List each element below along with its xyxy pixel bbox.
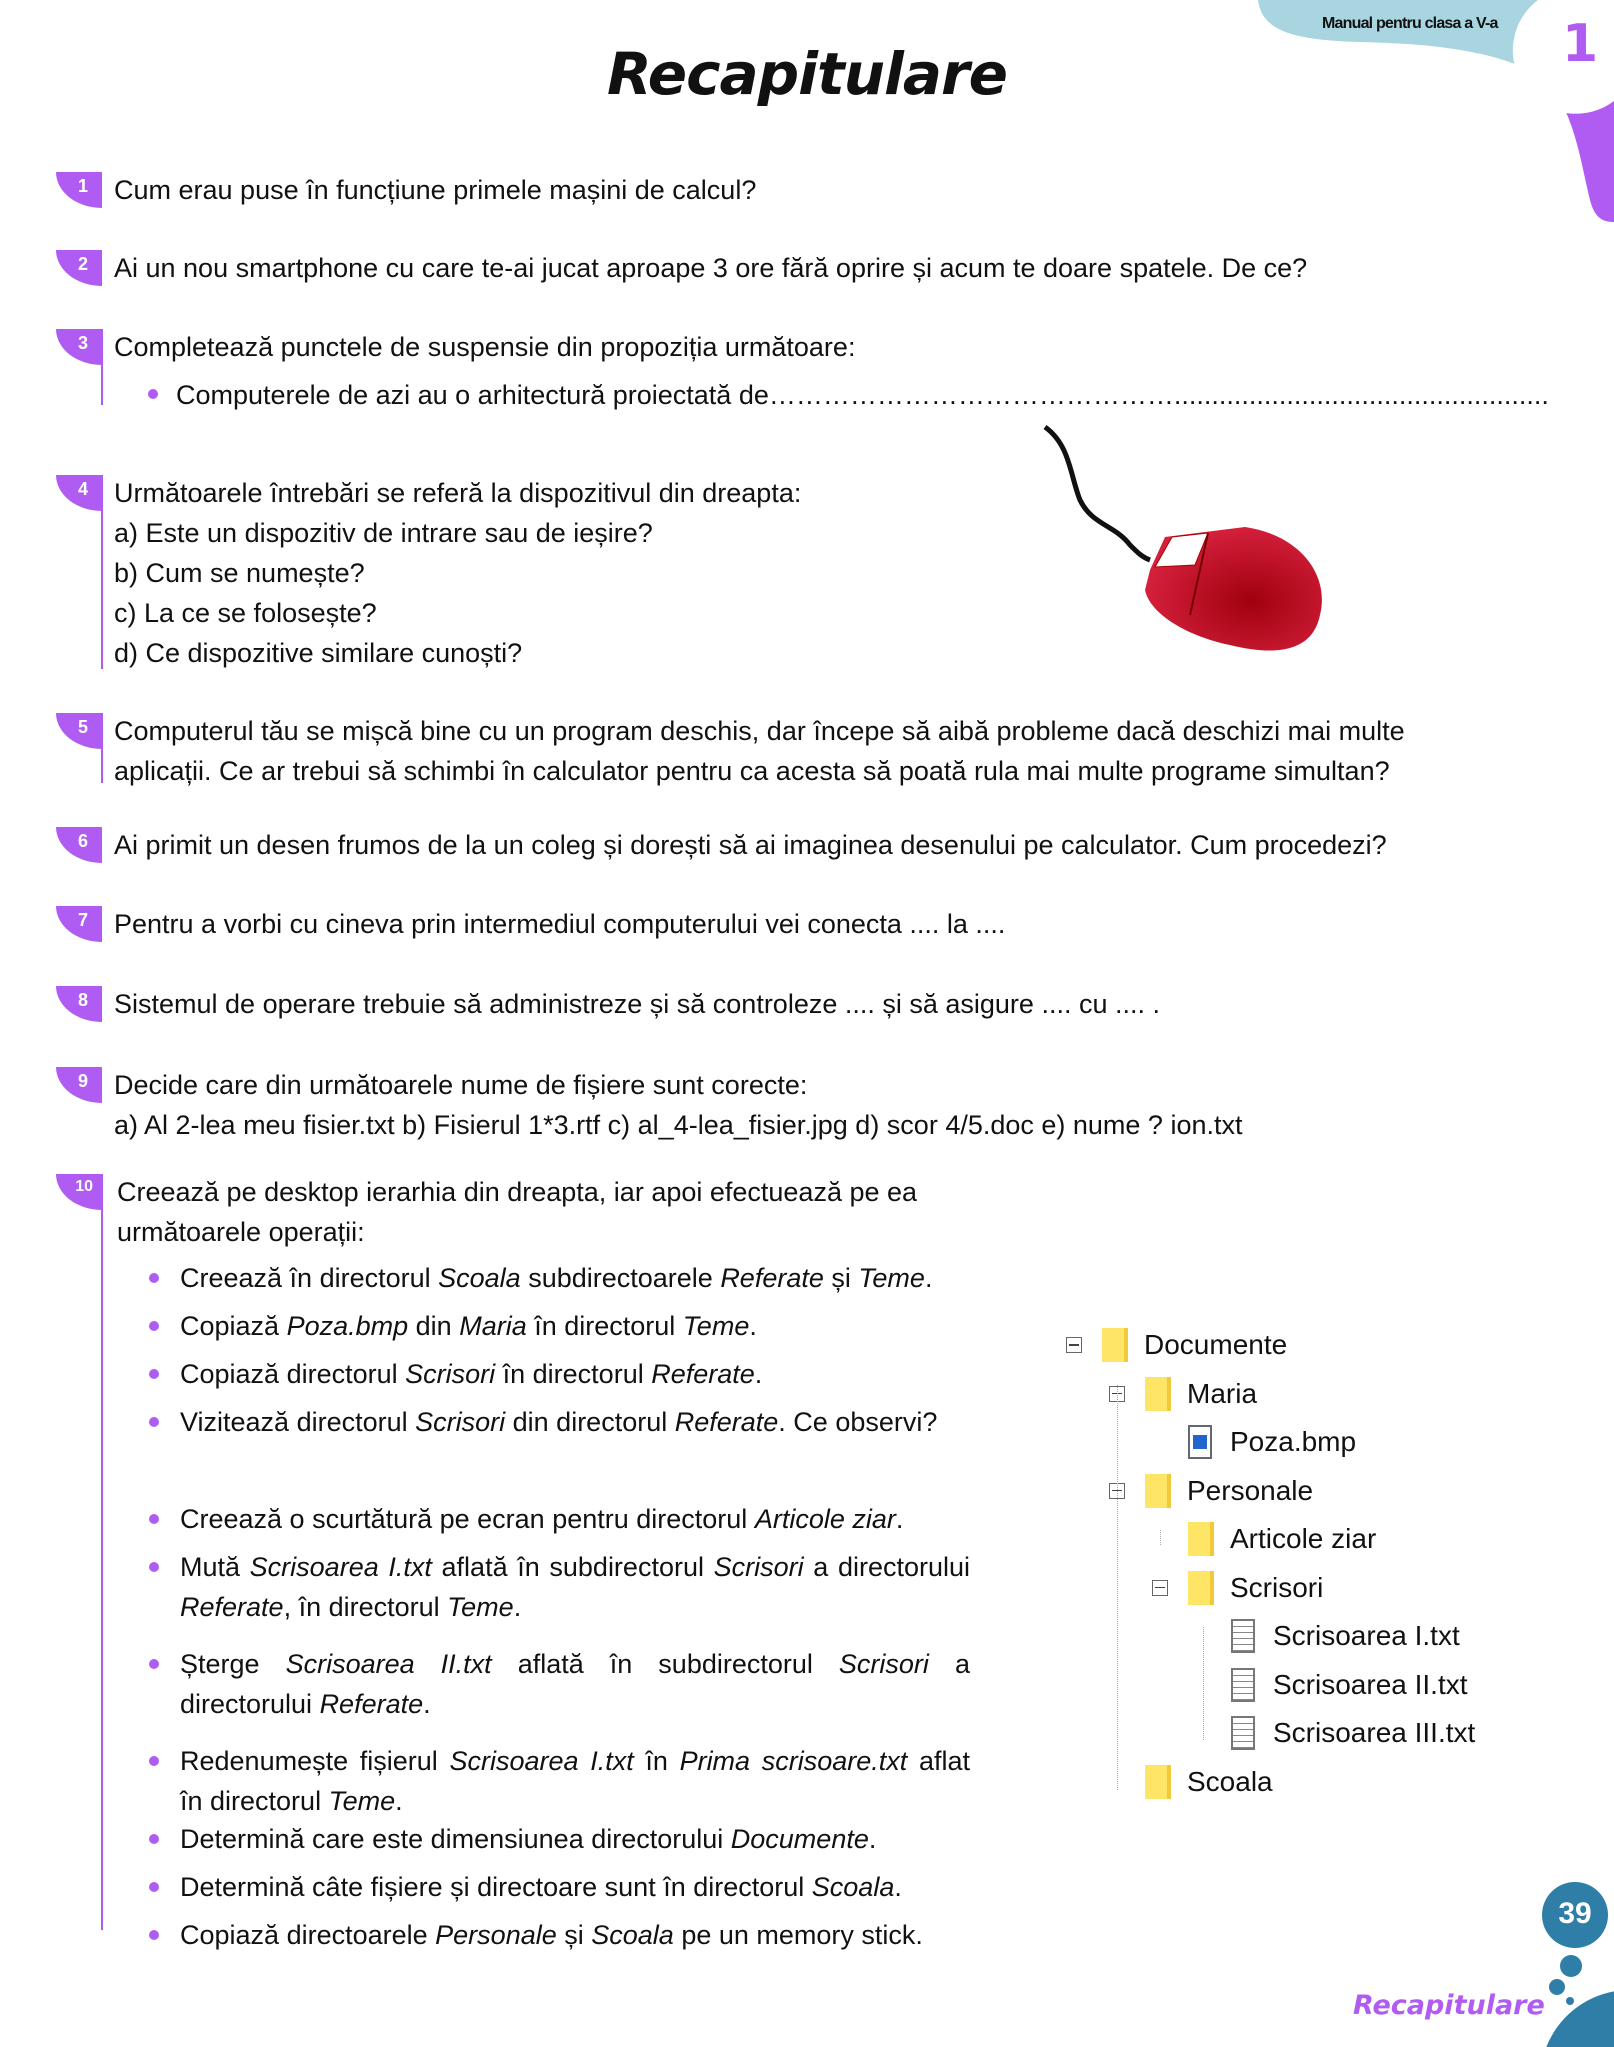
emphasized-name: Maria [459, 1311, 527, 1341]
bullet-icon [149, 1514, 159, 1524]
bullet-icon [149, 1417, 159, 1427]
question-number-badge: 7 [56, 906, 102, 942]
question-text: Creează pe desktop ierarhia din dreapta, iar apoi efectuează pe ea [117, 1177, 918, 1207]
question-bullet-text: Computerele de azi au o arhitectură proiectată de……………………………………….................................................. [176, 380, 1549, 410]
emphasized-name: Scrisoarea I.txt [449, 1746, 634, 1776]
question-text: b) Cum se numește? [114, 558, 365, 588]
question-text: Pentru a vorbi cu cineva prin intermediul computerului vei conecta .... la .... [114, 909, 1006, 939]
folder-icon [1145, 1474, 1171, 1508]
bullet-text: din directorul [505, 1407, 675, 1437]
bullet-text: . [924, 1263, 933, 1293]
emphasized-name: Scrisori [838, 1649, 929, 1679]
footer-section-title: Recapitulare [1353, 1990, 1545, 2021]
bullet-text: Redenumește fișierul [180, 1746, 450, 1776]
emphasized-name: Poza.bmp [286, 1311, 409, 1341]
emphasized-name: Scrisoarea II.txt [285, 1649, 492, 1679]
bullet-icon [149, 1562, 159, 1572]
bullet-text: din [408, 1311, 460, 1341]
question-stem-line [101, 329, 103, 405]
q10-bullet-item [180, 1741, 970, 1821]
tree-item-label: Documente [1144, 1329, 1288, 1360]
folder-icon [1102, 1328, 1128, 1362]
question-number-badge: 4 [56, 475, 102, 511]
emphasized-name: Scoala [438, 1263, 521, 1293]
tree-item-poza-bmp[interactable] [1152, 1422, 1356, 1462]
bullet-text: în directorul [526, 1311, 683, 1341]
bullet-text: Copiază [180, 1311, 287, 1341]
bullet-text: Determină câte fișiere și directoare sunt în directorul [180, 1872, 812, 1902]
q10-bullet-item [180, 1306, 970, 1346]
question-stem-line [101, 713, 103, 783]
q10-bullet-item [180, 1867, 970, 1907]
question-text: Completează punctele de suspensie din propoziția următoare: [114, 332, 856, 362]
question-number-badge: 5 [56, 713, 102, 749]
emphasized-name: Scoala [811, 1872, 895, 1902]
question-text: c) La ce se folosește? [114, 598, 377, 628]
bullet-text: Creează o scurtătură pe ecran pentru directorul [180, 1504, 755, 1534]
folder-icon [1145, 1765, 1171, 1799]
bullet-icon [149, 1369, 159, 1379]
emphasized-name: Referate [319, 1689, 424, 1719]
text-file-icon [1231, 1619, 1255, 1653]
emphasized-name: Personale [435, 1920, 557, 1950]
bullet-text: și [556, 1920, 592, 1950]
question-number-badge: 3 [56, 329, 102, 365]
tree-item-scoala[interactable] [1109, 1762, 1273, 1802]
question-text: d) Ce dispozitive similare cunoști? [114, 638, 523, 668]
question-text: aplicații. Ce ar trebui să schimbi în calculator pentru ca acesta să poată rula mai multe programe simultan? [114, 756, 1390, 786]
bullet-text: și [823, 1263, 859, 1293]
tree-item-label: Scrisoarea II.txt [1273, 1668, 1468, 1700]
emphasized-name: Scoala [591, 1920, 674, 1950]
tree-item-documente[interactable] [1066, 1325, 1287, 1365]
bullet-text: . [423, 1689, 431, 1719]
emphasized-name: Teme [858, 1263, 925, 1293]
bullet-text: aflată în subdirectorul [431, 1552, 714, 1582]
bullet-icon [149, 1930, 159, 1940]
tree-item-scrisori[interactable] [1152, 1568, 1323, 1608]
tree-guide-line [1160, 1530, 1161, 1545]
page-title: Recapitulare [606, 40, 1007, 108]
emphasized-name: Articole ziar [754, 1504, 896, 1534]
bullet-text: . [395, 1786, 403, 1816]
tree-item-label: Maria [1187, 1377, 1258, 1409]
bullet-text: a directorului [803, 1552, 971, 1582]
tree-guide-line [1117, 1385, 1118, 1790]
emphasized-name: Prima scrisoare.txt [679, 1746, 908, 1776]
question-number-badge: 2 [56, 250, 102, 286]
bullet-text: Șterge [180, 1649, 286, 1679]
q10-bullet-item [180, 1402, 970, 1442]
q10-bullet-item [180, 1258, 970, 1298]
q10-bullet-item [180, 1354, 970, 1394]
question-stem-line [101, 475, 103, 669]
bullet-icon [149, 1659, 159, 1669]
bullet-text: . [513, 1592, 522, 1622]
tree-item-scrisoarea-ii-txt[interactable] [1195, 1665, 1468, 1705]
bullet-text: aflată în subdirectorul [491, 1649, 839, 1679]
bullet-text: Determină care este dimensiunea directorului [180, 1824, 731, 1854]
emphasized-name: Teme [447, 1592, 514, 1622]
question-number-badge: 8 [56, 986, 102, 1022]
tree-item-label: Articole ziar [1230, 1523, 1377, 1554]
q10-bullet-item [180, 1499, 970, 1539]
bullet-text: . [868, 1824, 877, 1854]
tree-item-label: Scrisori [1230, 1571, 1324, 1603]
text-file-icon [1231, 1716, 1255, 1750]
question-text: Următoarele întrebări se referă la dispozitivul din dreapta: [114, 478, 802, 508]
question-text: Cum erau puse în funcțiune primele mașini de calcul? [114, 175, 757, 205]
bullet-text: Creează în directorul [180, 1263, 439, 1293]
question-number-badge: 1 [56, 172, 102, 208]
emphasized-name: Scrisori [405, 1359, 496, 1389]
tree-item-label: Scoala [1187, 1765, 1273, 1797]
question-text: a) Este un dispozitiv de intrare sau de ieșire? [114, 518, 653, 548]
tree-item-label: Scrisoarea I.txt [1273, 1620, 1460, 1651]
question-text: Ai primit un desen frumos de la un coleg și dorești să ai imaginea desenului pe calculator. Cum procedezi? [114, 830, 1387, 860]
text-file-icon [1231, 1668, 1255, 1702]
emphasized-name: Scrisori [713, 1552, 804, 1582]
emphasized-name: Teme [328, 1786, 396, 1816]
emphasized-name: Referate [674, 1407, 779, 1437]
question-number-badge: 6 [56, 827, 102, 863]
bullet-text: . [749, 1311, 757, 1341]
bullet-icon [149, 1882, 159, 1892]
bullet-text: în [633, 1746, 680, 1776]
bullet-text: aflat în directorul [180, 1746, 970, 1816]
q10-bullet-item [180, 1819, 970, 1859]
tree-guide-line [1203, 1627, 1204, 1740]
bullet-text: a directorului [180, 1649, 970, 1719]
tree-item-scrisoarea-iii-txt[interactable] [1195, 1713, 1475, 1753]
question-text: Ai un nou smartphone cu care te-ai jucat aproape 3 ore fără oprire și acum te doare spatele. De ce? [114, 253, 1308, 283]
bullet-icon [149, 1756, 159, 1766]
bullet-text: . [754, 1359, 763, 1389]
bullet-text: Copiază directoarele [180, 1920, 436, 1950]
emphasized-name: Referate [720, 1263, 824, 1293]
question-text: următoarele operații: [117, 1217, 365, 1247]
bullet-text: Copiază directorul [180, 1359, 406, 1389]
manual-label: Manual pentru clasa a V-a [1322, 15, 1498, 32]
page-number: 39 [1558, 1897, 1592, 1930]
bullet-text: , în directorul [283, 1592, 448, 1622]
tree-item-label: Scrisoarea III.txt [1273, 1717, 1476, 1748]
tree-item-personale[interactable] [1109, 1471, 1313, 1511]
tree-item-label: Personale [1187, 1474, 1314, 1506]
question-number-badge: 10 [56, 1174, 102, 1210]
folder-icon [1188, 1522, 1214, 1556]
folder-icon [1188, 1571, 1214, 1605]
collapse-icon[interactable] [1066, 1337, 1082, 1353]
q10-bullet-item [180, 1915, 970, 1955]
bullet-text: . Ce observi? [778, 1407, 938, 1437]
question-text: Computerul tău se mișcă bine cu un program deschis, dar începe să aibă probleme dacă deschizi mai multe [114, 716, 1405, 746]
emphasized-name: Scrisori [415, 1407, 506, 1437]
tree-item-scrisoarea-i-txt[interactable] [1195, 1616, 1460, 1656]
tree-item-label: Poza.bmp [1230, 1426, 1357, 1457]
question-number-badge: 9 [56, 1067, 102, 1103]
question-text: Sistemul de operare trebuie să administreze și să controleze .... și să asigure .... cu .... . [114, 989, 1160, 1019]
bullet-icon [149, 1273, 159, 1283]
q10-bullet-item [180, 1547, 970, 1627]
bullet-text: în directorul [495, 1359, 652, 1389]
emphasized-name: Teme [682, 1311, 750, 1341]
q10-bullet-item [180, 1644, 970, 1724]
bullet-text: Mută [180, 1552, 250, 1582]
chapter-number: 1 [1562, 14, 1599, 74]
question-stem-line [101, 1174, 103, 1930]
bullet-icon [149, 1834, 159, 1844]
computer-mouse-image [1030, 415, 1330, 675]
bullet-text: subdirectoarele [520, 1263, 721, 1293]
bullet-text: . [894, 1872, 902, 1902]
question-text: a) Al 2-lea meu fisier.txt b) Fisierul 1*3.rtf c) al_4-lea_fisier.jpg d) scor 4/5.doc e) nume ? ion.txt [114, 1110, 1243, 1140]
bullet-text: . [895, 1504, 904, 1534]
image-file-icon [1188, 1425, 1212, 1459]
emphasized-name: Scrisoarea I.txt [249, 1552, 432, 1582]
emphasized-name: Referate [180, 1592, 284, 1622]
bullet-icon [148, 389, 158, 399]
tree-item-articole-ziar[interactable] [1152, 1519, 1376, 1559]
emphasized-name: Referate [651, 1359, 755, 1389]
collapse-icon[interactable] [1152, 1580, 1168, 1596]
bullet-text: pe un memory stick. [673, 1920, 923, 1950]
bullet-icon [149, 1321, 159, 1331]
tree-item-maria[interactable] [1109, 1374, 1257, 1414]
emphasized-name: Documente [730, 1824, 869, 1854]
question-text: Decide care din următoarele nume de fișiere sunt corecte: [114, 1070, 808, 1100]
folder-icon [1145, 1377, 1171, 1411]
bullet-text: Vizitează directorul [180, 1407, 416, 1437]
